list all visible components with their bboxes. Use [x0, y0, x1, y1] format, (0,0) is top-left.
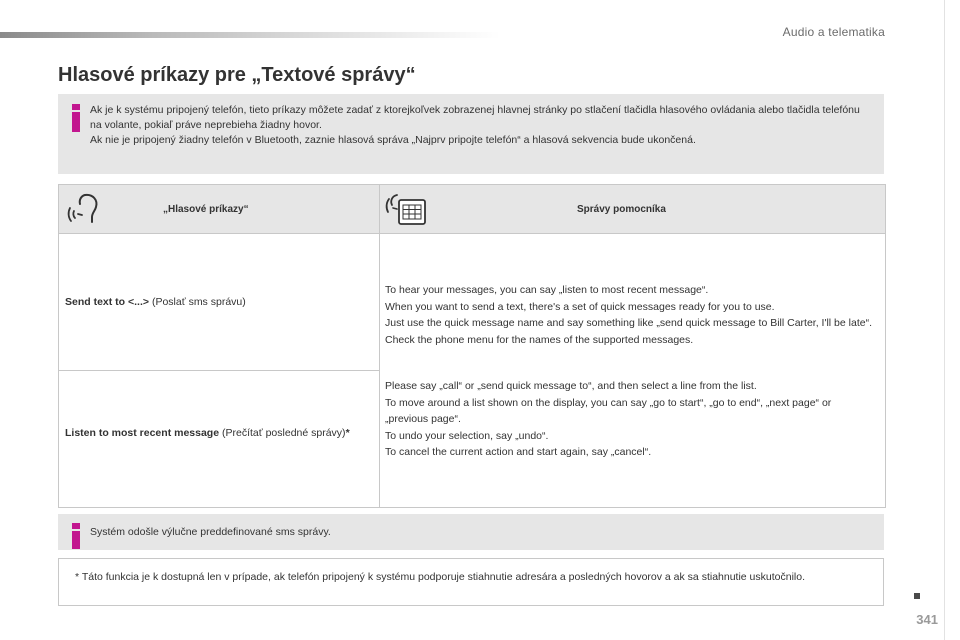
help-text-block — [385, 282, 875, 348]
header-divider — [59, 233, 885, 234]
help-line: To cancel the current action and start again, say „cancel“. — [385, 446, 652, 458]
column-header-commands: „Hlasové príkazy“ — [163, 204, 249, 215]
info-paragraph: Ak je k systému pripojený telefón, tieto príkazy môžete zadať z ktorejkoľvek zobrazenej hlavnej stránky po stlačení tlačidla hlasového ovládania alebo tlačidla telefónu na volante, pokiaľ práve neprebieha žiadny hovor. — [90, 104, 860, 131]
section-label: Audio a telematika — [782, 25, 885, 39]
command-keyword: Send text to <...> — [65, 296, 150, 308]
command-send-text — [65, 294, 365, 310]
footnote-marker: * — [345, 427, 350, 439]
footnote-text: * Táto funkcia je k dostupná len v prípade, ak telefón pripojený k systému podporuje stiahnutie adresára a posledných hovorov a ak sa stiahnutie uskutočnilo. — [75, 571, 806, 583]
row-divider — [59, 370, 379, 371]
help-line: To move around a list shown on the display, you can say „go to start“, „go to end“, „next page“ or „previous page“. — [385, 396, 832, 425]
command-translation: (Prečítať posledné správy) — [219, 427, 346, 439]
help-line: Please say „call“ or „send quick message to“, and then select a line from the list. — [385, 380, 757, 392]
column-header-help: Správy pomocníka — [577, 204, 666, 215]
help-line: Just use the quick message name and say something like „send quick message to Bill Carter, I'll be late“. — [385, 317, 872, 329]
help-line: When you want to send a text, there's a set of quick messages ready for you to use. — [385, 300, 775, 313]
voice-assistant-screen-icon — [385, 191, 429, 229]
info-text — [90, 103, 874, 148]
header-gradient-bar — [0, 32, 500, 38]
command-listen-message — [65, 425, 365, 441]
page-edge-line — [944, 0, 945, 640]
help-line: Check the phone menu for the names of the supported messages. — [385, 333, 694, 346]
page-number: 341 — [916, 612, 938, 627]
command-keyword: Listen to most recent message — [65, 427, 220, 439]
table-header-commands — [59, 185, 380, 233]
table-header-help — [380, 185, 885, 233]
help-line: To hear your messages, you can say „listen to most recent message“. — [385, 284, 709, 296]
info-paragraph: Ak nie je pripojený žiadny telefón v Bluetooth, zaznie hlasová správa „Najprv pripojte telefón“ a hlasová sekvencia bude ukončená. — [90, 134, 696, 146]
info-icon — [72, 104, 80, 132]
help-line: To undo your selection, say „undo“. — [385, 429, 549, 442]
info-paragraph: Systém odošle výlučne preddefinované sms správy. — [90, 526, 331, 538]
command-translation: (Poslať sms správu) — [149, 296, 246, 308]
info-box-sms — [58, 514, 884, 550]
column-divider — [379, 233, 380, 507]
footnote-box — [58, 558, 884, 606]
info-icon — [72, 523, 80, 549]
page-marker — [914, 593, 920, 599]
info-text — [90, 525, 874, 540]
voice-command-icon — [65, 191, 101, 225]
voice-commands-table — [58, 184, 886, 508]
page-title: Hlasové príkazy pre „Textové správy“ — [58, 64, 416, 86]
help-text-block — [385, 378, 875, 461]
info-box-connection — [58, 94, 884, 174]
